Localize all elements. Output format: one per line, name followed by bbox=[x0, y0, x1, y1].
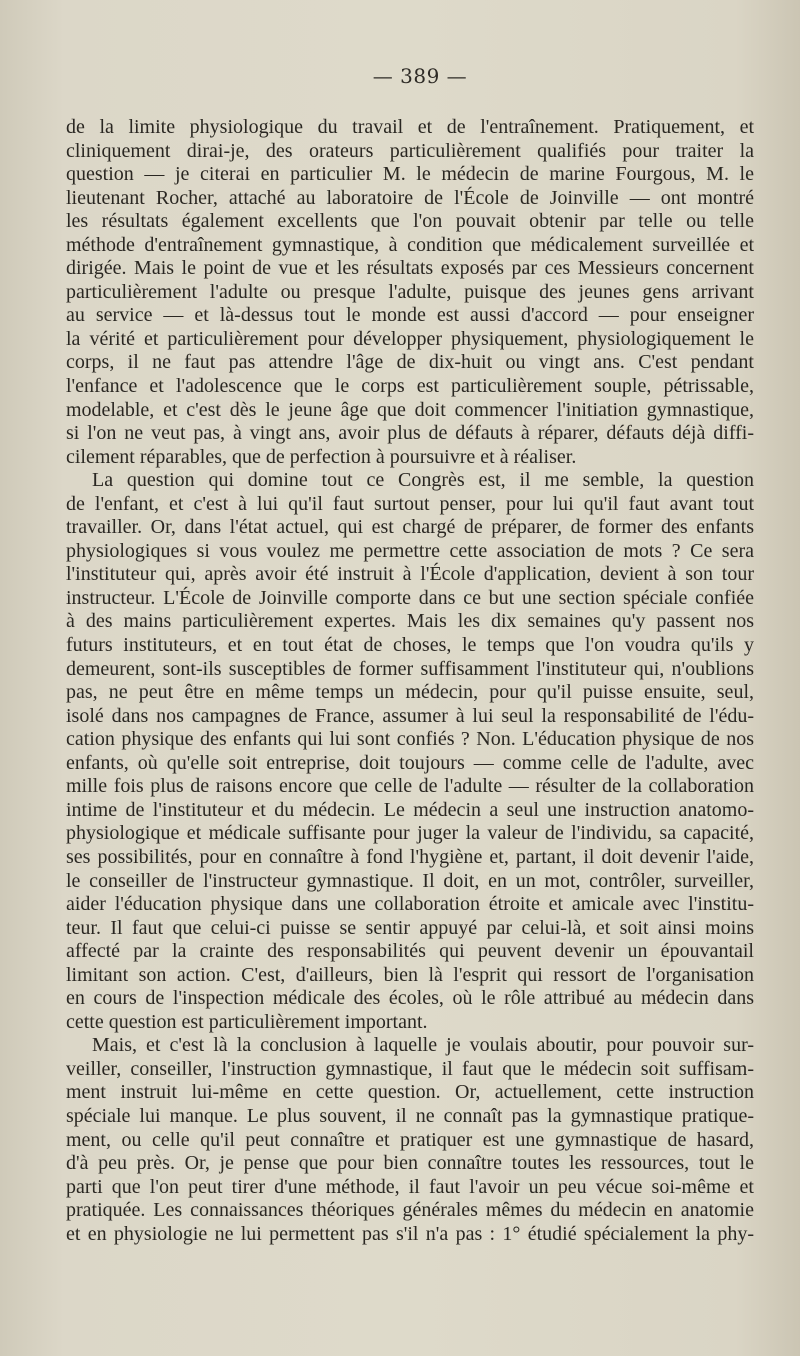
text-line: cliniquement dirai-je, des orateurs particulièrement qualifiés pour traiter la bbox=[66, 139, 754, 162]
text-line: futurs instituteurs, et en tout état de choses, le temps que l'on voudra qu'ils y bbox=[66, 634, 754, 657]
text-line: parti que l'on peut tirer d'une méthode, il faut l'avoir un peu vécue soi-même et bbox=[66, 1175, 754, 1198]
text-line: instructeur. L'École de Joinville comporte dans ce but une section spéciale confiée bbox=[66, 586, 754, 609]
text-line: modelable, et c'est dès le jeune âge que doit commencer l'initiation gymnastique, bbox=[66, 398, 754, 421]
text-line: ment, ou celle qu'il peut connaître et pratiquer est une gymnastique de hasard, bbox=[66, 1128, 754, 1151]
text-line: cilement réparables, que de perfection à poursuivre et à réaliser. bbox=[66, 445, 577, 468]
text-line: de la limite physiologique du travail et de l'entraînement. Pratiquement, et bbox=[66, 116, 754, 138]
text-line: à des mains particulièrement expertes. Mais les dix semaines qu'y passent nos bbox=[66, 610, 754, 633]
text-line: teur. Il faut que celui-ci puisse se sentir appuyé par celui-là, et soit ainsi moins bbox=[66, 916, 754, 939]
text-line: spéciale lui manque. Le plus souvent, il ne connaît pas la gymnastique pratique- bbox=[66, 1104, 754, 1127]
text-line: question — je citerai en particulier M. le médecin de marine Fourgous, M. le bbox=[66, 163, 754, 186]
text-line: particulièrement l'adulte ou presque l'adulte, puisque des jeunes gens arrivant bbox=[66, 280, 754, 303]
text-line: La question qui domine tout ce Congrès est, il me semble, la question bbox=[92, 469, 754, 492]
text-line: cation physique des enfants qui lui sont confiés ? Non. L'éducation physique de nos bbox=[66, 728, 754, 751]
text-line: limitant son action. C'est, d'ailleurs, bien là l'esprit qui ressort de l'organisation bbox=[66, 963, 754, 986]
text-line: le conseiller de l'instructeur gymnastique. Il doit, en un mot, contrôler, surveiller, bbox=[66, 869, 754, 892]
text-line: physiologiques si vous voulez me permettre cette association de mots ? Ce sera bbox=[66, 539, 754, 562]
text-line: enfants, où qu'elle soit entreprise, doit toujours — comme celle de l'adulte, avec bbox=[66, 751, 754, 774]
text-line: ses possibilités, pour en connaître à fond l'hygiène et, partant, il doit devenir l'aide, bbox=[66, 845, 754, 868]
page-number: — 389 — bbox=[372, 64, 468, 88]
text-line: au service — et là-dessus tout le monde est aussi d'accord — pour enseigner bbox=[66, 304, 754, 327]
text-line: affecté par la crainte des responsabilités qui peuvent devenir un épouvantail bbox=[66, 940, 754, 963]
body-text bbox=[66, 116, 754, 1246]
text-line: d'à peu près. Or, je pense que pour bien connaître toutes les ressources, tout le bbox=[66, 1152, 754, 1175]
text-line: pratiquée. Les connaissances théoriques générales mêmes du médecin en anatomie bbox=[66, 1199, 754, 1222]
text-line: travailler. Or, dans l'état actuel, qui est chargé de préparer, de former des enfants bbox=[66, 516, 754, 539]
text-line: l'instituteur qui, après avoir été instruit à l'École d'application, devient à son tour bbox=[66, 563, 754, 586]
text-line: méthode d'entraînement gymnastique, à condition que médicalement surveillée et bbox=[66, 233, 754, 256]
text-line: dirigée. Mais le point de vue et les résultats exposés par ces Messieurs concernent bbox=[66, 257, 754, 280]
text-line: intime de l'instituteur et du médecin. Le médecin a seul une instruction anatomo- bbox=[66, 798, 754, 821]
text-line: ment instruit lui-même en cette question. Or, actuellement, cette instruction bbox=[66, 1081, 754, 1104]
text-line: demeurent, sont-ils susceptibles de former suffisamment l'instituteur qui, n'oublions bbox=[66, 657, 754, 680]
text-line: la vérité et particulièrement pour développer physiquement, physiologiquement le bbox=[66, 327, 754, 350]
text-line: aider l'éducation physique dans une collaboration étroite et amicale avec l'institu- bbox=[66, 893, 754, 916]
text-line: isolé dans nos campagnes de France, assumer à lui seul la responsabilité de l'édu- bbox=[66, 704, 754, 727]
text-line: corps, il ne faut pas attendre l'âge de dix-huit ou vingt ans. C'est pendant bbox=[66, 351, 754, 374]
text-line: pas, ne peut être en même temps un médecin, pour qu'il puisse ensuite, seul, bbox=[66, 681, 754, 704]
text-line: physiologique et médicale suffisante pour juger la valeur de l'individu, sa capacité, bbox=[66, 822, 754, 845]
text-line: veiller, conseiller, l'instruction gymnastique, il faut que le médecin soit suffisam- bbox=[66, 1057, 754, 1080]
text-line: et en physiologie ne lui permettent pas s'il n'a pas : 1° étudié spécialement la phy- bbox=[66, 1222, 754, 1245]
text-line: de l'enfant, et c'est à lui qu'il faut surtout penser, pour lui qu'il faut avant tout bbox=[66, 492, 754, 515]
text-line: Mais, et c'est là la conclusion à laquelle je voulais aboutir, pour pouvoir sur- bbox=[92, 1034, 754, 1057]
text-line: en cours de l'inspection médicale des écoles, où le rôle attribué au médecin dans bbox=[66, 987, 754, 1010]
text-line: mille fois plus de raisons encore que celle de l'adulte — résulter de la collaboration bbox=[66, 775, 754, 798]
text-line: les résultats également excellents que l'on pouvait obtenir par telle ou telle bbox=[66, 210, 754, 233]
text-line: cette question est particulièrement important. bbox=[66, 1010, 428, 1033]
text-line: l'enfance et l'adolescence que le corps est particulièrement souple, pétrissable, bbox=[66, 375, 754, 398]
text-line: si l'on ne veut pas, à vingt ans, avoir plus de défauts à réparer, défauts déjà diffi- bbox=[66, 422, 754, 445]
text-line: lieutenant Rocher, attaché au laboratoire de l'École de Joinville — ont montré bbox=[66, 186, 754, 209]
